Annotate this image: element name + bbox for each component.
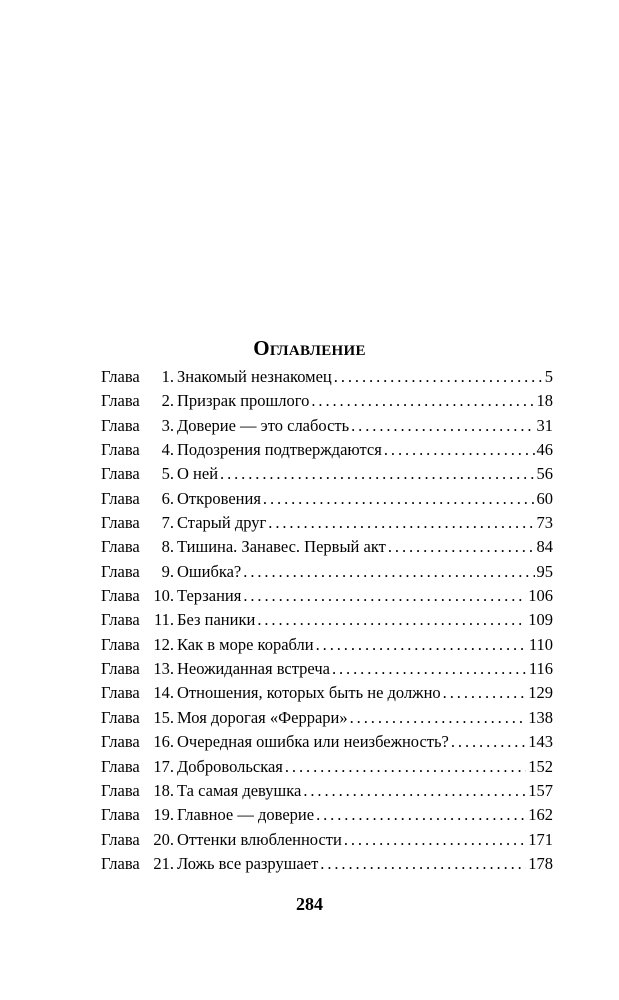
toc-dot-leader	[316, 803, 526, 827]
toc-entry	[101, 487, 553, 511]
toc-page-number: 5	[544, 367, 553, 386]
toc-chapter-word: Глава	[101, 659, 140, 679]
toc-chapter-number: 10.	[153, 586, 174, 606]
toc-chapter-number: 13.	[153, 659, 174, 679]
toc-chapter-title: Откровения	[177, 488, 261, 508]
toc-dot-leader	[263, 487, 535, 511]
toc-entry-prefix	[101, 681, 177, 705]
toc-page-number: 162	[528, 805, 553, 825]
toc-chapter-title: Главное — доверие	[177, 805, 315, 825]
toc-entry	[101, 803, 553, 827]
toc-dot-leader	[384, 438, 535, 462]
toc-entry	[101, 681, 553, 705]
toc-entry-prefix	[101, 389, 177, 413]
toc-dot-leader	[243, 584, 526, 608]
toc-entry	[101, 608, 553, 632]
toc-chapter-title: О ней	[177, 464, 219, 484]
toc-chapter-title: Отношения, которых быть не должно	[177, 683, 441, 703]
toc-chapter-title: Та самая девушка	[177, 780, 302, 800]
toc-entry	[101, 389, 553, 413]
toc-page-number: 56	[536, 464, 553, 484]
toc-entry-prefix	[101, 657, 177, 681]
toc-page-number: 95	[536, 561, 553, 581]
toc-chapter-number: 21.	[153, 853, 174, 873]
toc-entry	[101, 657, 553, 681]
toc-chapter-title: Как в море корабли	[177, 634, 314, 654]
toc-entry	[101, 584, 553, 608]
toc-dot-leader	[243, 560, 534, 584]
toc-chapter-word: Глава	[101, 440, 140, 460]
toc-chapter-word: Глава	[101, 853, 140, 873]
toc-chapter-title: Знакомый незнакомец	[177, 367, 332, 386]
toc-dot-leader	[303, 779, 526, 803]
toc-entry-prefix	[101, 487, 177, 511]
toc-chapter-word: Глава	[101, 707, 140, 727]
toc-chapter-word: Глава	[101, 586, 140, 606]
toc-chapter-word: Глава	[101, 415, 140, 435]
toc-entry	[101, 755, 553, 779]
toc-chapter-title: Терзания	[177, 586, 242, 606]
toc-entry-prefix	[101, 828, 177, 852]
toc-chapter-word: Глава	[101, 683, 140, 703]
toc-chapter-number: 19.	[153, 805, 174, 825]
toc-chapter-title: Ошибка?	[177, 561, 242, 581]
page-number: 284	[296, 894, 323, 914]
toc-page-number: 73	[536, 513, 553, 533]
toc-page-number: 106	[528, 586, 553, 606]
toc-chapter-title: Подозрения подтверждаются	[177, 440, 382, 460]
toc-dot-leader	[451, 730, 526, 754]
toc-chapter-word: Глава	[101, 464, 140, 484]
toc-chapter-title: Оттенки влюбленности	[177, 829, 342, 849]
toc-chapter-word: Глава	[101, 610, 140, 630]
toc-page-number: 60	[536, 488, 553, 508]
toc-page-number: 152	[528, 756, 553, 776]
toc-chapter-number: 1.	[161, 367, 174, 386]
toc-entry	[101, 852, 553, 876]
toc-page-number: 109	[528, 610, 553, 630]
toc-entry	[101, 414, 553, 438]
toc-chapter-word: Глава	[101, 391, 140, 411]
toc-chapter-title: Без паники	[177, 610, 256, 630]
toc-chapter-word: Глава	[101, 634, 140, 654]
toc-page-number: 143	[528, 732, 553, 752]
toc-dot-leader	[320, 852, 526, 876]
toc-entry	[101, 438, 553, 462]
toc-chapter-number: 8.	[161, 537, 174, 557]
toc-chapter-number: 2.	[161, 391, 174, 411]
toc-chapter-number: 6.	[161, 488, 174, 508]
toc-entry-prefix	[101, 560, 177, 584]
toc-dot-leader	[268, 511, 534, 535]
toc-chapter-word: Глава	[101, 561, 140, 581]
toc-entry	[101, 706, 553, 730]
toc-chapter-word: Глава	[101, 513, 140, 533]
toc-page-number: 138	[528, 707, 553, 727]
toc-entry	[101, 779, 553, 803]
toc-page-number: 157	[528, 780, 553, 800]
toc-chapter-title: Неожиданная встреча	[177, 659, 330, 679]
toc-chapter-title: Старый друг	[177, 513, 267, 533]
toc-chapter-number: 15.	[153, 707, 174, 727]
toc-entry	[101, 462, 553, 486]
toc-chapter-number: 14.	[153, 683, 174, 703]
toc-chapter-title: Очередная ошибка или неизбежность?	[177, 732, 449, 752]
toc-dot-leader	[388, 535, 535, 559]
toc-dot-leader	[220, 462, 534, 486]
toc-list	[101, 365, 553, 876]
toc-entry	[101, 535, 553, 559]
toc-entry-prefix	[101, 755, 177, 779]
toc-chapter-word: Глава	[101, 732, 140, 752]
toc-dot-leader	[334, 365, 543, 389]
toc-dot-leader	[311, 389, 534, 413]
toc-page-number: 31	[536, 415, 553, 435]
toc-chapter-word: Глава	[101, 780, 140, 800]
toc-entry-prefix	[101, 706, 177, 730]
toc-entry-prefix	[101, 803, 177, 827]
toc-chapter-number: 12.	[153, 634, 174, 654]
toc-chapter-title: Тишина. Занавес. Первый акт	[177, 537, 386, 557]
toc-entry	[101, 511, 553, 535]
toc-dot-leader	[257, 608, 526, 632]
toc-chapter-word: Глава	[101, 488, 140, 508]
toc-page-number: 116	[528, 659, 553, 679]
toc-chapter-number: 9.	[161, 561, 174, 581]
toc-entry-prefix	[101, 535, 177, 559]
toc-chapter-number: 4.	[161, 440, 174, 460]
toc-chapter-number: 17.	[153, 756, 174, 776]
toc-page-number: 18	[536, 391, 553, 411]
toc-entry-prefix	[101, 365, 177, 389]
toc-page-number: 46	[536, 440, 553, 460]
toc-chapter-word: Глава	[101, 805, 140, 825]
toc-chapter-title: Призрак прошлого	[177, 391, 310, 411]
toc-chapter-word: Глава	[101, 829, 140, 849]
toc-entry	[101, 633, 553, 657]
toc-page-number: 84	[536, 537, 553, 557]
toc-page-number: 171	[528, 829, 553, 849]
toc-entry-prefix	[101, 438, 177, 462]
toc-dot-leader	[332, 657, 527, 681]
toc-heading: Оглавление	[253, 336, 366, 360]
toc-entry-prefix	[101, 511, 177, 535]
toc-chapter-title: Доверие — это слабость	[177, 415, 350, 435]
toc-chapter-number: 16.	[153, 732, 174, 752]
toc-chapter-word: Глава	[101, 367, 140, 386]
toc-chapter-word: Глава	[101, 537, 140, 557]
toc-dot-leader	[285, 755, 526, 779]
toc-entry	[101, 730, 553, 754]
toc-entry-prefix	[101, 633, 177, 657]
toc-chapter-number: 7.	[161, 513, 174, 533]
toc-entry-prefix	[101, 414, 177, 438]
toc-dot-leader	[443, 681, 527, 705]
toc-page-number: 178	[528, 853, 553, 873]
toc-chapter-title: Добровольская	[177, 756, 283, 776]
toc-entry	[101, 560, 553, 584]
toc-chapter-number: 20.	[153, 829, 174, 849]
toc-dot-leader	[344, 828, 526, 852]
toc-entry-prefix	[101, 462, 177, 486]
toc-dot-leader	[316, 633, 527, 657]
toc-chapter-title: Моя дорогая «Феррари»	[177, 707, 348, 727]
toc-chapter-title: Ложь все разрушает	[177, 853, 319, 873]
toc-entry	[101, 828, 553, 852]
toc-chapter-word: Глава	[101, 756, 140, 776]
toc-entry	[101, 365, 553, 389]
toc-dot-leader	[351, 414, 534, 438]
toc-chapter-number: 11.	[153, 610, 174, 630]
toc-page-number: 129	[528, 683, 553, 703]
toc-dot-leader	[350, 706, 527, 730]
toc-entry-prefix	[101, 730, 177, 754]
toc-entry-prefix	[101, 584, 177, 608]
toc-chapter-number: 5.	[161, 464, 174, 484]
toc-entry-prefix	[101, 852, 177, 876]
toc-page-number: 110	[528, 634, 553, 654]
toc-entry-prefix	[101, 608, 177, 632]
toc-chapter-number: 3.	[161, 415, 174, 435]
toc-entry-prefix	[101, 779, 177, 803]
toc-chapter-number: 18.	[153, 780, 174, 800]
